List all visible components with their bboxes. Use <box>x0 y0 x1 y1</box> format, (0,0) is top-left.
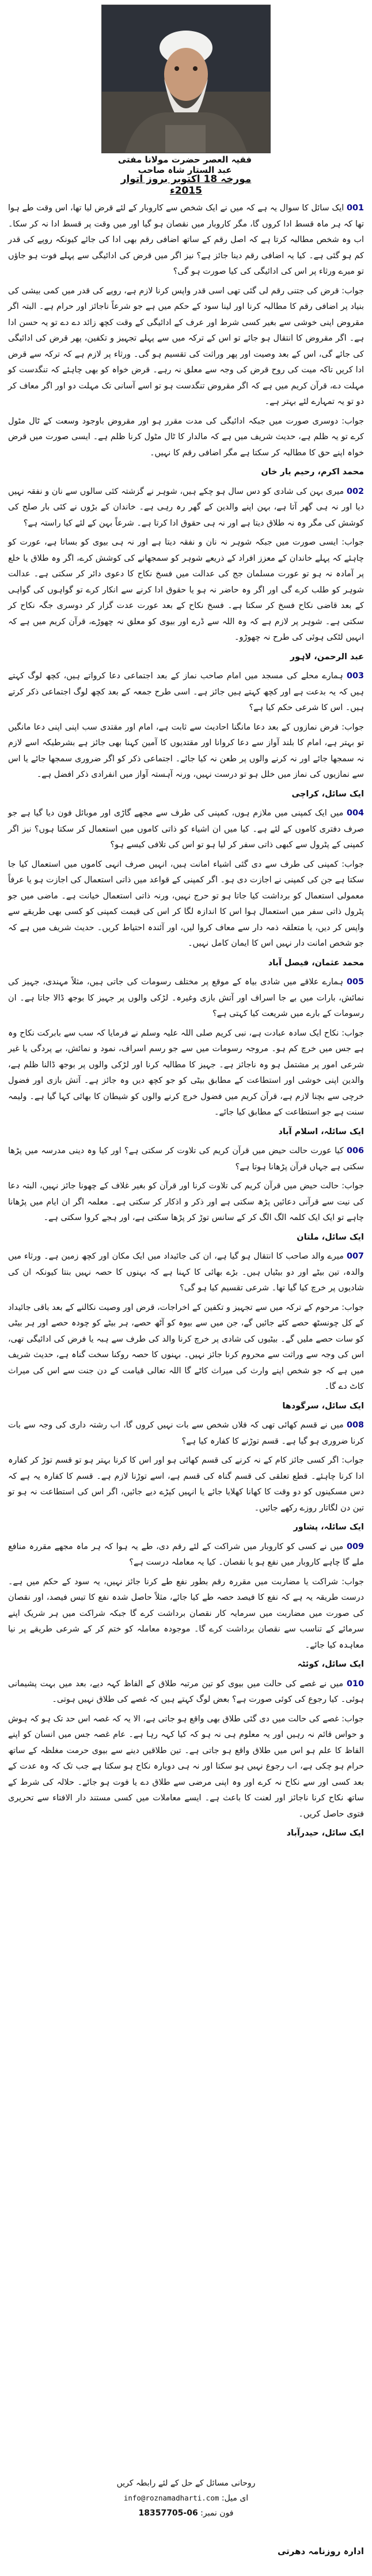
questioner-signature: ایک سائل، کراچی <box>291 789 364 799</box>
question-number: 001 <box>346 203 364 213</box>
questioner-signature: ایک سائلہ، پشاور <box>293 1523 364 1532</box>
photo-caption: فقیہ العصر حضرت مولانا مفتی عبد الستار شاہ صاحب <box>117 154 252 175</box>
questioner-signature: ایک سائل، کوئٹہ <box>297 1660 364 1669</box>
answer-paragraph: جواب: مرحوم کے ترکہ میں سے تجہیز و تکفین کے اخراجات، قرض اور وصیت نکالنے کے بعد باقی جائیداد کے کل چونسٹھ حصے کئے جائیں گے، جن میں سے بیوہ کو آٹھ حصے، ہر بیٹے کو چودہ حصے اور ہر بیٹی کو سات حصے ملیں گے۔ بیٹیوں کی شادی پر خرچ کرنا والد کی طرف سے ہبہ یا فرض کی ادائیگی تھی، اس کی وجہ سے وراثت سے محروم کرنا جائز نہیں۔ بہنوں کا حصہ روکنا سخت گناہ ہے، حدیث شریف میں ہے کہ جو شخص اپنے وارث کی میراث کاٹے گا اللہ تعالی قیامت کے دن جنت سے اس کی میراث کاٹ دے گا۔ <box>8 1302 364 1391</box>
question-paragraph <box>8 1539 364 1571</box>
publisher-signature: ادارہ روزنامہ دھرتی <box>277 2546 364 2556</box>
question-number: 006 <box>346 1146 364 1155</box>
question-paragraph <box>8 1676 364 1708</box>
questioner-signature: ایک سائل، سرگودھا <box>282 1401 364 1411</box>
question-text: میرے والد صاحب کا انتقال ہو گیا ہے، ان کی جائیداد میں ایک مکان اور کچھ زمین ہے۔ ورثاء میں والدہ، تین بیٹے اور دو بیٹیاں ہیں۔ بڑے بھائی کا کہنا ہے کہ بہنوں کا حصہ نہیں بنتا کیونکہ ان کی شادیوں پر خرچ کیا گیا تھا۔ شرعی تقسیم کیا ہو گی؟ <box>8 1252 364 1293</box>
questioner-signature: ایک سائل، حیدرآباد <box>286 1829 364 1838</box>
phone-label: فون نمبر <box>203 2509 234 2518</box>
answer-paragraph: جواب: کمپنی کی طرف سے دی گئی اشیاء امانت ہیں، انہیں صرف انہی کاموں میں استعمال کیا جا سکتا ہے جن کی کمپنی نے اجازت دی ہو۔ اگر کمپنی کے قواعد میں ذاتی استعمال کی اجازت ہو یا عرفاً معمولی استعمال کو برداشت کیا جاتا ہو تو حرج نہیں، ورنہ ذاتی استعمال خیانت ہے۔ ماضی میں جو پٹرول ذاتی سفر میں استعمال ہوا اس کا اندازہ لگا کر اس کی قیمت کمپنی کو کسی بھی طریقے سے واپس کر دیں، یا متعلقہ ذمہ دار سے معاف کروا لیں، اور آئندہ احتیاط کریں۔ حدیث شریف میں ہے کہ جو شخص امانت دار نہیں اس کا ایمان کامل نہیں۔ <box>8 859 364 948</box>
answer-paragraph: جواب: اگر کسی جائز کام کے نہ کرنے کی قسم کھائی ہو اور اس کا کرنا بہتر ہو تو قسم توڑ کر کفارہ ادا کرنا چاہئے۔ قطع تعلقی کی قسم گناہ کی قسم ہے، اسے توڑنا لازم ہے۔ قسم کا کفارہ یہ ہے کہ دس مسکینوں کو دو وقت کا کھانا کھلایا جائے یا انہیں کپڑے دیے جائیں، اگر اس کی استطاعت نہ ہو تو تین دن لگاتار روزے رکھے جائیں۔ <box>8 1456 364 1513</box>
answer-paragraph: جواب: فرض نمازوں کے بعد دعا مانگنا احادیث سے ثابت ہے، امام اور مقتدی سب اپنی اپنی دعا مانگیں تو بہتر ہے، امام کا بلند آواز سے دعا کروانا اور مقتدیوں کا آمین کہنا بھی جائز ہے بشرطیکہ اسے لازم نہ سمجھا جائے اور نہ کرنے والوں پر طعن نہ کیا جائے۔ اجتماعی ذکر کو اگر ضروری سمجھا جائے یا اس سے نمازیوں کی نماز میں خلل ہو تو درست نہیں، ورنہ آہستہ آواز میں انفرادی ذکر افضل ہے۔ <box>8 722 364 779</box>
question-paragraph <box>8 1418 364 1449</box>
question-text: میری بہن کی شادی کو دس سال ہو چکے ہیں، شوہر نے گزشتہ کئی سالوں سے نان و نفقہ نہیں دیا اور نہ ہی گھر آتا ہے، بہن اپنے والدین کے گھر رہ رہی ہے۔ خاندان کے بڑوں نے کئی بار صلح کی کوشش کی مگر وہ نہ طلاق دیتا ہے اور نہ ہی حقوق ادا کرتا ہے۔ شرعاً بہن کے لئے کیا راستہ ہے؟ <box>8 486 364 528</box>
question-number: 003 <box>346 671 364 681</box>
phone-row: فون نمبر: 06-18357705 <box>138 2509 234 2518</box>
question-paragraph <box>8 975 364 1022</box>
answer-paragraph: جواب: دوسری صورت میں جبکہ ادائیگی کی مدت مقرر ہو اور مقروض باوجود وسعت کے ٹال مٹول کرے تو یہ ظلم ہے، حدیث شریف میں ہے کہ مالدار کا ٹال مٹول کرنا ظلم ہے۔ ایسی صورت میں قرض خواہ اپنے حق کا مطالبہ کر سکتا ہے مگر اضافی رقم کا نہیں۔ <box>8 416 364 458</box>
questioner-signature: ایک سائل، ملتان <box>297 1232 364 1242</box>
question-text: کیا عورت حالت حیض میں قرآن کریم کی تلاوت کر سکتی ہے؟ اور کیا وہ دینی مدرسہ میں پڑھا سکتی ہے جہاں قرآن پڑھانا ہوتا ہے؟ <box>8 1146 364 1172</box>
question-paragraph <box>8 484 364 532</box>
question-number: 008 <box>346 1421 364 1430</box>
question-number: 004 <box>346 809 364 818</box>
question-paragraph <box>8 1143 364 1175</box>
question-text: ہمارے علاقے میں شادی بیاہ کے موقع پر مختلف رسومات کی جاتی ہیں، مثلاً مہندی، جہیز کی نمائش، بارات میں بے جا اسراف اور آتش بازی وغیرہ۔ لڑکی والوں پر جہیز کا بوجھ ڈالا جاتا ہے۔ ان رسومات کے بارے میں شریعت کیا کہتی ہے؟ <box>8 977 364 1018</box>
questioner-signature: محمد اکرم، رحیم یار خان <box>261 467 364 477</box>
question-text: ایک سائل کا سوال یہ ہے کہ میں نے ایک شخص سے کاروبار کے لئے قرض لیا تھا، اس وقت طے ہوا تھا کہ ہر ماہ قسط ادا کروں گا، مگر کاروبار میں نقصان ہو گیا اور میں وقت پر قسط ادا نہ کر سکا۔ اب وہ شخص مطالبہ کرتا ہے کہ اصل رقم کے ساتھ اضافی رقم بھی ادا کی جائے کیونکہ روپے کی قدر کم ہو گئی ہے۔ کیا یہ اضافی رقم دینا جائز ہے؟ نیز اگر میں قرض کی ادائیگی سے پہلے فوت ہو جاؤں تو میرے ورثاء پر اس کی ادائیگی کی کیا صورت ہو گی؟ <box>8 203 364 276</box>
contact-footer <box>98 2476 274 2521</box>
question-paragraph <box>8 668 364 716</box>
questioner-signature: ایک سائلہ، اسلام آباد <box>278 1127 364 1136</box>
question-number: 002 <box>346 486 364 496</box>
answer-paragraph: جواب: ایسی صورت میں جبکہ شوہر نہ نان و نفقہ دیتا ہے اور نہ ہی بیوی کو بساتا ہے، عورت کو چاہئے کہ پہلے خاندان کے معزز افراد کے ذریعے شوہر کو سمجھانے کی کوشش کرے، اگر وہ طلاق یا خلع پر آمادہ نہ ہو تو عورت مسلمان جج کی عدالت میں فسخ نکاح کا دعوی دائر کر سکتی ہے۔ عدالت شوہر کو طلب کرے گی اور اگر وہ حاضر نہ ہو یا حقوق ادا کرنے سے انکار کرے تو گواہوں کی گواہی کے بعد قاضی نکاح فسخ کر سکتا ہے۔ فسخ نکاح کے بعد عورت عدت گزار کر دوسری جگہ نکاح کر سکتی ہے۔ شوہر پر لازم ہے کہ وہ اللہ سے ڈرے اور بیوی کو معلق نہ چھوڑے، قرآن کریم میں ہے کہ انہیں لٹکی ہوئی کی طرح نہ چھوڑو۔ <box>8 538 364 642</box>
contact-line: روحانی مسائل کے حل کے لئے رابطہ کریں <box>116 2479 256 2488</box>
question-paragraph <box>8 201 364 280</box>
email-label: ای میل <box>224 2494 249 2503</box>
scholar-photo <box>101 5 271 153</box>
question-number: 005 <box>346 977 364 987</box>
question-text: میں نے کسی کو کاروبار میں شراکت کے لئے رقم دی، طے یہ ہوا کہ ہر ماہ مجھے مقررہ منافع ملے گا چاہے کاروبار میں نفع ہو یا نقصان۔ کیا یہ معاملہ درست ہے؟ <box>8 1542 364 1567</box>
question-number: 007 <box>346 1252 364 1261</box>
question-paragraph <box>8 806 364 853</box>
answer-paragraph: جواب: شراکت یا مضاربت میں مقررہ رقم بطور نفع طے کرنا جائز نہیں، یہ سود کے حکم میں ہے۔ درست طریقہ یہ ہے کہ نفع کا فیصد حصہ طے کیا جائے، مثلاً حاصل شدہ نفع کا تیس فیصد، اور نقصان کی صورت میں مضاربت میں سرمایہ کار نقصان برداشت کرے گا جبکہ شراکت میں ہر شریک اپنے سرمائے کے تناسب سے نقصان برداشت کرے گا۔ موجودہ معاملہ کو ختم کر کے شرعی طریقے پر نیا معاہدہ کیا جائے۔ <box>8 1577 364 1650</box>
answer-paragraph: جواب: قرض کی جتنی رقم لی گئی تھی اسی قدر واپس کرنا لازم ہے، روپے کی قدر میں کمی بیشی کی بنیاد پر اضافی رقم کا مطالبہ کرنا اور لینا سود کے حکم میں ہے جو شرعاً ناجائز اور حرام ہے۔ البتہ اگر مقروض اپنی خوشی سے بغیر کسی شرط اور عرف کے ادائیگی کے وقت کچھ زائد دے دے تو یہ حسن ادا ہے۔ اگر مقروض کا انتقال ہو جائے تو اس کے ترکہ میں سے پہلے تجہیز و تکفین، پھر قرض کی ادائیگی کی جائے گی، اس کے بعد وصیت اور پھر وراثت کی تقسیم ہو گی۔ ورثاء پر لازم ہے کہ ترکہ سے قرض ادا کریں تاکہ میت کی روح قرض کی وجہ سے معلق نہ رہے۔ قرض خواہ کو بھی چاہئے کہ تنگدست کو مہلت دے، قرآن کریم میں ہے کہ اگر مقروض تنگدست ہو تو اسے آسانی تک مہلت دو اور اگر معاف کر دو تو یہ تمہارے لئے بہتر ہے۔ <box>8 286 364 406</box>
question-text: میں ایک کمپنی میں ملازم ہوں، کمپنی کی طرف سے مجھے گاڑی اور موبائل فون دیا گیا ہے جو صرف دفتری کاموں کے لئے ہے۔ کیا میں ان اشیاء کو ذاتی کاموں میں استعمال کر سکتا ہوں؟ نیز اگر کمپنی کے پٹرول سے کبھی ذاتی سفر کر لیا ہو تو اس کی تلافی کیسے ہو؟ <box>8 809 364 849</box>
answer-paragraph: جواب: نکاح ایک سادہ عبادت ہے، نبی کریم صلی اللہ علیہ وسلم نے فرمایا کہ سب سے بابرکت نکاح وہ ہے جس میں خرچ کم ہو۔ مروجہ رسومات میں سے جو رسم اسراف، نمود و نمائش، بے پردگی یا غیر شرعی امور پر مشتمل ہو وہ ناجائز ہے۔ جہیز کا مطالبہ کرنا اور لڑکی والوں پر بوجھ ڈالنا ظلم ہے، والدین اپنی خوشی اور استطاعت کے مطابق بیٹی کو جو کچھ دیں وہ جائز ہے۔ آتش بازی اور فضول خرچی سے بچنا لازم ہے، قرآن کریم میں فضول خرچ کرنے والوں کو شیطان کا بھائی کہا گیا ہے۔ ولیمہ سنت ہے جو استطاعت کے مطابق کیا جائے۔ <box>8 1028 364 1117</box>
question-number: 009 <box>346 1542 364 1551</box>
email-row: ای میل: info@roznamadharti.com <box>123 2494 249 2503</box>
questioner-signature: محمد عثمان، فیصل آباد <box>268 958 364 968</box>
qa-article <box>8 201 364 1845</box>
email-link[interactable]: info@roznamadharti.com <box>123 2494 219 2502</box>
question-text: میں نے قسم کھائی تھی کہ فلاں شخص سے بات نہیں کروں گا، اب رشتہ داری کی وجہ سے بات کرنا ضروری ہو گیا ہے۔ قسم توڑنے کا کفارہ کیا ہے؟ <box>8 1421 364 1446</box>
portrait-image <box>102 5 270 153</box>
phone-number[interactable]: 06-18357705 <box>138 2509 198 2518</box>
answer-paragraph: جواب: حالت حیض میں قرآن کریم کی تلاوت کرنا اور قرآن کو بغیر غلاف کے چھونا جائز نہیں، البتہ دعا کی نیت سے قرآنی دعائیں پڑھ سکتی ہے اور ذکر و اذکار کر سکتی ہے۔ معلمہ اگر ان ایام میں پڑھانا چاہے تو ایک ایک کلمہ الگ الگ کر کے سانس توڑ کر پڑھا سکتی ہے، اور ہجے کروا سکتی ہے۔ <box>8 1181 364 1222</box>
question-text: ہمارے محلے کی مسجد میں امام صاحب نماز کے بعد اجتماعی دعا کرواتے ہیں، کچھ لوگ کہتے ہیں کہ یہ بدعت ہے اور کچھ کہتے ہیں جائز ہے۔ اسی طرح جمعہ کے بعد کچھ لوگ اجتماعی ذکر کرتے ہیں۔ اس کا شرعی حکم کیا ہے؟ <box>8 671 364 712</box>
question-number: 010 <box>346 1679 364 1689</box>
question-text: میں نے غصے کی حالت میں بیوی کو تین مرتبہ طلاق کے الفاظ کہہ دیے، بعد میں بہت پشیمانی ہوئی۔ کیا رجوع کی کوئی صورت ہے؟ بعض لوگ کہتے ہیں کہ غصے کی طلاق نہیں ہوتی۔ <box>8 1679 364 1704</box>
question-paragraph <box>8 1249 364 1297</box>
answer-paragraph: جواب: غصے کی حالت میں دی گئی طلاق بھی واقع ہو جاتی ہے، الا یہ کہ غصہ اس حد تک ہو کہ ہوش و حواس قائم نہ رہیں اور یہ معلوم ہی نہ ہو کہ کیا کہہ رہا ہے۔ عام غصہ جس میں انسان کو اپنے الفاظ کا علم ہو اس میں طلاق واقع ہو جاتی ہے۔ تین طلاقیں دینے سے بیوی حرمت مغلظہ کے ساتھ حرام ہو چکی ہے، اب رجوع نہیں ہو سکتا اور نہ ہی دوبارہ نکاح ہو سکتا ہے جب تک کہ وہ عدت کے بعد کسی اور سے نکاح نہ کرے اور وہ اپنی مرضی سے طلاق دے یا فوت ہو جائے۔ حلالہ کی شرط کے ساتھ نکاح کرنا ناجائز اور لعنت کا باعث ہے۔ ایسے معاملات میں کسی مستند دار الافتاء سے تحریری فتوی حاصل کریں۔ <box>8 1714 364 1819</box>
questioner-signature: عبد الرحمن، لاہور <box>290 652 364 662</box>
article-date: مورخہ 18 اکتوبر بروز اتوار 2015ء <box>120 173 252 197</box>
